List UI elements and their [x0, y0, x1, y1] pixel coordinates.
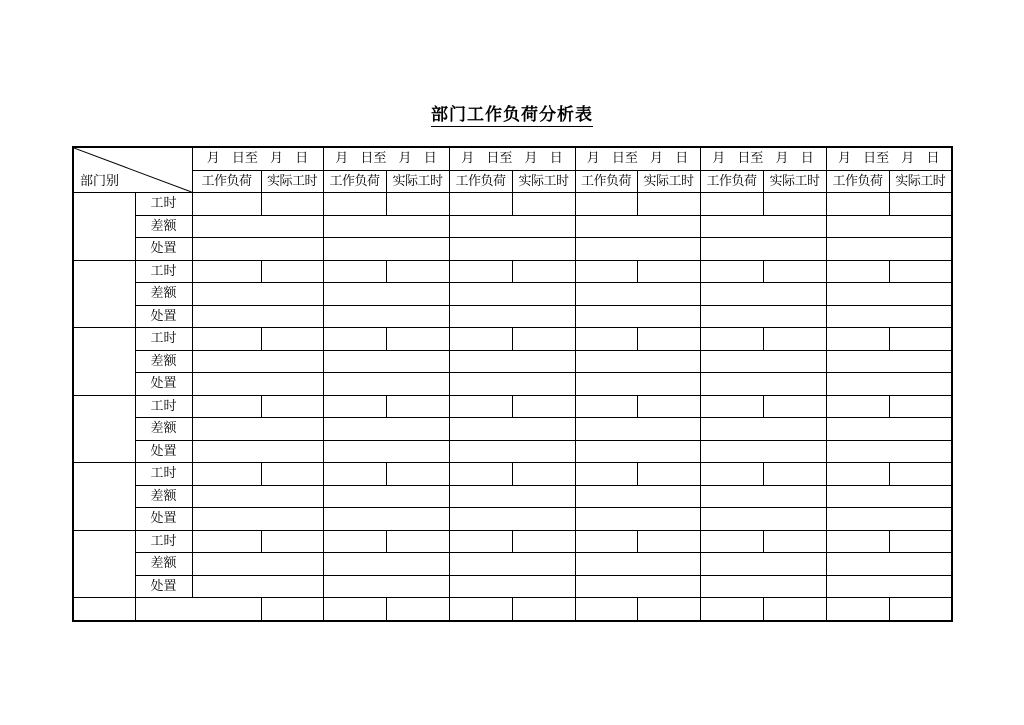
table-row: [73, 215, 952, 238]
disposition-cell[interactable]: [192, 373, 323, 396]
dept-label: 部门别: [80, 174, 120, 189]
table-row: [73, 350, 952, 373]
actual-hours-cell[interactable]: [637, 530, 700, 553]
difference-cell[interactable]: [700, 283, 826, 306]
disposition-cell[interactable]: [323, 575, 449, 598]
table-row: [73, 395, 952, 418]
total-cell[interactable]: [826, 598, 889, 621]
difference-cell[interactable]: [449, 350, 575, 373]
department-cell[interactable]: [73, 463, 135, 531]
workload-cell[interactable]: [826, 395, 889, 418]
workload-cell[interactable]: [192, 260, 261, 283]
difference-cell[interactable]: [192, 283, 323, 306]
table-row: [73, 238, 952, 261]
difference-cell[interactable]: [575, 215, 700, 238]
table-row: [73, 463, 952, 486]
workload-cell[interactable]: [449, 328, 512, 351]
disposition-cell[interactable]: [826, 440, 952, 463]
workload-cell[interactable]: [192, 395, 261, 418]
disposition-cell[interactable]: [700, 305, 826, 328]
disposition-cell[interactable]: [575, 575, 700, 598]
disposition-cell[interactable]: [826, 238, 952, 261]
actual-hours-cell[interactable]: [512, 260, 575, 283]
disposition-cell[interactable]: [449, 373, 575, 396]
actual-hours-cell[interactable]: [512, 328, 575, 351]
period-date-range: 月 日至 月 日: [700, 147, 826, 170]
actual-hours-cell[interactable]: [512, 193, 575, 216]
difference-cell[interactable]: [449, 553, 575, 576]
difference-cell[interactable]: [192, 485, 323, 508]
workload-cell[interactable]: [323, 328, 386, 351]
total-cell[interactable]: [449, 598, 512, 621]
row-label: 差额: [135, 418, 192, 441]
workload-cell[interactable]: [575, 530, 637, 553]
department-cell[interactable]: [73, 530, 135, 598]
difference-cell[interactable]: [575, 553, 700, 576]
row-label: 差额: [135, 350, 192, 373]
column-header-workload: 工作负荷: [323, 170, 386, 193]
difference-cell[interactable]: [449, 283, 575, 306]
workload-cell[interactable]: [449, 530, 512, 553]
difference-cell[interactable]: [323, 418, 449, 441]
row-label: 处置: [135, 575, 192, 598]
column-header-actual-hours: 实际工时: [512, 170, 575, 193]
workload-cell[interactable]: [323, 463, 386, 486]
column-header-actual-hours: 实际工时: [637, 170, 700, 193]
total-cell[interactable]: [512, 598, 575, 621]
workload-cell[interactable]: [192, 193, 261, 216]
workload-cell[interactable]: [826, 328, 889, 351]
actual-hours-cell[interactable]: [889, 328, 952, 351]
period-date-range: 月 日至 月 日: [575, 147, 700, 170]
workload-cell[interactable]: [575, 260, 637, 283]
difference-cell[interactable]: [700, 485, 826, 508]
disposition-cell[interactable]: [192, 238, 323, 261]
actual-hours-cell[interactable]: [637, 463, 700, 486]
row-label: 工时: [135, 260, 192, 283]
period-date-range: 月 日至 月 日: [323, 147, 449, 170]
workload-cell[interactable]: [700, 193, 763, 216]
table-row: [73, 418, 952, 441]
disposition-cell[interactable]: [192, 575, 323, 598]
disposition-cell[interactable]: [700, 238, 826, 261]
difference-cell[interactable]: [700, 215, 826, 238]
table-row: [73, 260, 952, 283]
column-header-actual-hours: 实际工时: [889, 170, 952, 193]
actual-hours-cell[interactable]: [889, 260, 952, 283]
disposition-cell[interactable]: [192, 508, 323, 531]
workload-cell[interactable]: [826, 193, 889, 216]
difference-cell[interactable]: [449, 215, 575, 238]
column-header-workload: 工作负荷: [575, 170, 637, 193]
table-row: [73, 305, 952, 328]
actual-hours-cell[interactable]: [512, 395, 575, 418]
header-row-periods: [73, 147, 952, 170]
difference-cell[interactable]: [449, 485, 575, 508]
actual-hours-cell[interactable]: [386, 193, 449, 216]
actual-hours-cell[interactable]: [386, 395, 449, 418]
actual-hours-cell[interactable]: [889, 395, 952, 418]
row-label: 处置: [135, 238, 192, 261]
row-label: 工时: [135, 395, 192, 418]
difference-cell[interactable]: [826, 350, 952, 373]
total-cell[interactable]: [700, 598, 763, 621]
table-row: [73, 328, 952, 351]
total-cell[interactable]: [135, 598, 261, 621]
difference-cell[interactable]: [826, 418, 952, 441]
workload-cell[interactable]: [700, 530, 763, 553]
page-title: 部门工作负荷分析表: [431, 105, 593, 125]
disposition-cell[interactable]: [700, 508, 826, 531]
difference-cell[interactable]: [323, 215, 449, 238]
workload-cell[interactable]: [700, 395, 763, 418]
workload-cell[interactable]: [449, 395, 512, 418]
table-row: [73, 553, 952, 576]
workload-cell[interactable]: [826, 530, 889, 553]
disposition-cell[interactable]: [700, 373, 826, 396]
actual-hours-cell[interactable]: [637, 193, 700, 216]
total-cell[interactable]: [637, 598, 700, 621]
header-corner-cell: [73, 147, 192, 193]
table-row: [73, 373, 952, 396]
row-label: 工时: [135, 328, 192, 351]
difference-cell[interactable]: [323, 350, 449, 373]
table-row-total: [73, 598, 952, 621]
table-row: [73, 485, 952, 508]
difference-cell[interactable]: [192, 553, 323, 576]
disposition-cell[interactable]: [575, 238, 700, 261]
actual-hours-cell[interactable]: [637, 260, 700, 283]
total-cell[interactable]: [575, 598, 637, 621]
workload-cell[interactable]: [449, 463, 512, 486]
actual-hours-cell[interactable]: [763, 463, 826, 486]
workload-cell[interactable]: [323, 193, 386, 216]
actual-hours-cell[interactable]: [386, 260, 449, 283]
actual-hours-cell[interactable]: [386, 530, 449, 553]
row-label: 差额: [135, 283, 192, 306]
actual-hours-cell[interactable]: [763, 530, 826, 553]
total-cell[interactable]: [763, 598, 826, 621]
difference-cell[interactable]: [700, 418, 826, 441]
column-header-workload: 工作负荷: [826, 170, 889, 193]
disposition-cell[interactable]: [323, 238, 449, 261]
workload-cell[interactable]: [700, 260, 763, 283]
disposition-cell[interactable]: [700, 575, 826, 598]
disposition-cell[interactable]: [826, 305, 952, 328]
actual-hours-cell[interactable]: [763, 260, 826, 283]
row-label: 处置: [135, 373, 192, 396]
actual-hours-cell[interactable]: [386, 328, 449, 351]
row-label: 处置: [135, 440, 192, 463]
difference-cell[interactable]: [323, 485, 449, 508]
actual-hours-cell[interactable]: [512, 463, 575, 486]
disposition-cell[interactable]: [192, 440, 323, 463]
difference-cell[interactable]: [575, 485, 700, 508]
disposition-cell[interactable]: [449, 305, 575, 328]
actual-hours-cell[interactable]: [763, 193, 826, 216]
workload-analysis-table: [72, 146, 953, 622]
row-label: 差额: [135, 215, 192, 238]
actual-hours-cell[interactable]: [637, 328, 700, 351]
workload-cell[interactable]: [192, 530, 261, 553]
difference-cell[interactable]: [323, 283, 449, 306]
difference-cell[interactable]: [449, 418, 575, 441]
actual-hours-cell[interactable]: [261, 260, 323, 283]
column-header-workload: 工作负荷: [192, 170, 261, 193]
actual-hours-cell[interactable]: [763, 395, 826, 418]
column-header-actual-hours: 实际工时: [763, 170, 826, 193]
table-row: [73, 575, 952, 598]
difference-cell[interactable]: [826, 215, 952, 238]
disposition-cell[interactable]: [449, 508, 575, 531]
table-row: [73, 530, 952, 553]
table-row: [73, 440, 952, 463]
total-cell[interactable]: [323, 598, 386, 621]
department-cell[interactable]: [73, 260, 135, 328]
difference-cell[interactable]: [192, 350, 323, 373]
workload-cell[interactable]: [826, 260, 889, 283]
workload-cell[interactable]: [449, 260, 512, 283]
difference-cell[interactable]: [826, 553, 952, 576]
row-label: 工时: [135, 193, 192, 216]
total-label-cell[interactable]: [73, 598, 135, 621]
row-label: 差额: [135, 485, 192, 508]
disposition-cell[interactable]: [826, 373, 952, 396]
total-cell[interactable]: [386, 598, 449, 621]
period-date-range: 月 日至 月 日: [826, 147, 952, 170]
workload-cell[interactable]: [575, 395, 637, 418]
disposition-cell[interactable]: [449, 440, 575, 463]
actual-hours-cell[interactable]: [261, 328, 323, 351]
row-label: 工时: [135, 463, 192, 486]
workload-cell[interactable]: [826, 463, 889, 486]
workload-cell[interactable]: [323, 530, 386, 553]
table-row: [73, 193, 952, 216]
actual-hours-cell[interactable]: [889, 463, 952, 486]
actual-hours-cell[interactable]: [637, 395, 700, 418]
workload-cell[interactable]: [700, 328, 763, 351]
difference-cell[interactable]: [575, 283, 700, 306]
disposition-cell[interactable]: [575, 305, 700, 328]
actual-hours-cell[interactable]: [261, 395, 323, 418]
disposition-cell[interactable]: [826, 508, 952, 531]
disposition-cell[interactable]: [323, 305, 449, 328]
department-cell[interactable]: [73, 395, 135, 463]
period-date-range: 月 日至 月 日: [449, 147, 575, 170]
difference-cell[interactable]: [192, 418, 323, 441]
disposition-cell[interactable]: [323, 373, 449, 396]
difference-cell[interactable]: [323, 553, 449, 576]
disposition-cell[interactable]: [323, 508, 449, 531]
difference-cell[interactable]: [192, 215, 323, 238]
department-cell[interactable]: [73, 193, 135, 261]
difference-cell[interactable]: [700, 553, 826, 576]
disposition-cell[interactable]: [449, 575, 575, 598]
workload-cell[interactable]: [700, 463, 763, 486]
disposition-cell[interactable]: [575, 440, 700, 463]
workload-cell[interactable]: [323, 260, 386, 283]
disposition-cell[interactable]: [192, 305, 323, 328]
workload-cell[interactable]: [575, 193, 637, 216]
disposition-cell[interactable]: [575, 373, 700, 396]
disposition-cell[interactable]: [323, 440, 449, 463]
actual-hours-cell[interactable]: [763, 328, 826, 351]
disposition-cell[interactable]: [449, 238, 575, 261]
total-cell[interactable]: [261, 598, 323, 621]
actual-hours-cell[interactable]: [889, 530, 952, 553]
actual-hours-cell[interactable]: [261, 193, 323, 216]
table-row: [73, 508, 952, 531]
row-label: 工时: [135, 530, 192, 553]
actual-hours-cell[interactable]: [889, 193, 952, 216]
column-header-workload: 工作负荷: [449, 170, 512, 193]
column-header-actual-hours: 实际工时: [261, 170, 323, 193]
row-label: 处置: [135, 305, 192, 328]
workload-cell[interactable]: [449, 193, 512, 216]
disposition-cell[interactable]: [700, 440, 826, 463]
period-date-range: 月 日至 月 日: [192, 147, 323, 170]
row-label: 差额: [135, 553, 192, 576]
workload-cell[interactable]: [192, 328, 261, 351]
header-row-columns: [73, 170, 952, 193]
disposition-cell[interactable]: [826, 575, 952, 598]
total-cell[interactable]: [889, 598, 952, 621]
actual-hours-cell[interactable]: [261, 530, 323, 553]
disposition-cell[interactable]: [575, 508, 700, 531]
workload-cell[interactable]: [575, 463, 637, 486]
difference-cell[interactable]: [575, 350, 700, 373]
table-row: [73, 283, 952, 306]
department-cell[interactable]: [73, 328, 135, 396]
column-header-actual-hours: 实际工时: [386, 170, 449, 193]
actual-hours-cell[interactable]: [261, 463, 323, 486]
workload-cell[interactable]: [192, 463, 261, 486]
actual-hours-cell[interactable]: [512, 530, 575, 553]
workload-cell[interactable]: [323, 395, 386, 418]
column-header-workload: 工作负荷: [700, 170, 763, 193]
difference-cell[interactable]: [575, 418, 700, 441]
row-label: 处置: [135, 508, 192, 531]
workload-cell[interactable]: [575, 328, 637, 351]
difference-cell[interactable]: [700, 350, 826, 373]
difference-cell[interactable]: [826, 485, 952, 508]
actual-hours-cell[interactable]: [386, 463, 449, 486]
difference-cell[interactable]: [826, 283, 952, 306]
